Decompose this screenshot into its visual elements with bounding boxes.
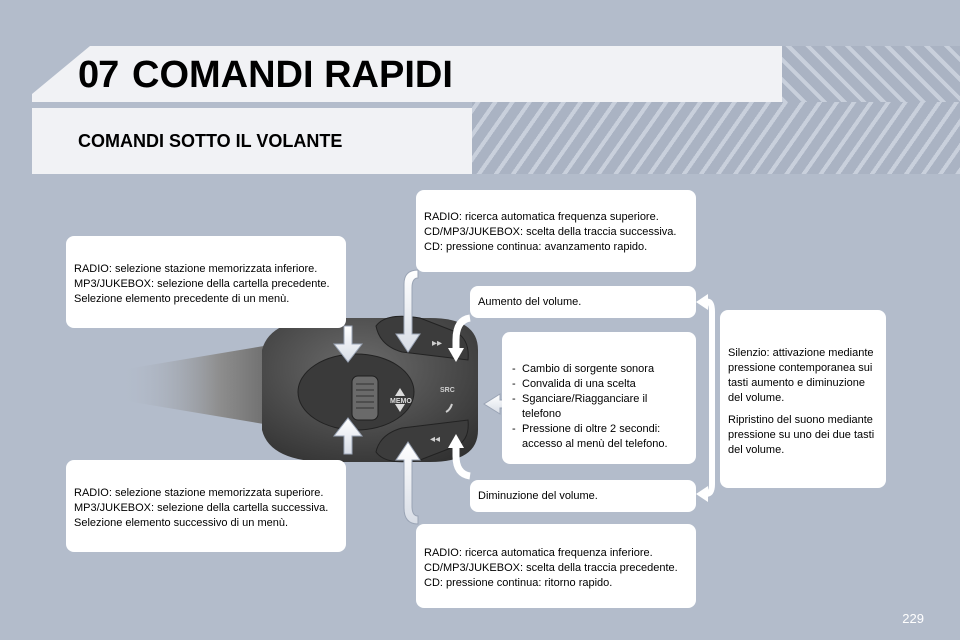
list-item: - Pressione di oltre 2 secondi: accesso al menù del telefono. bbox=[510, 422, 688, 452]
callout-line: RADIO: selezione stazione memorizzata inferiore. bbox=[74, 263, 318, 275]
callout-volume-up bbox=[470, 286, 696, 318]
callout-line: CD/MP3/JUKEBOX: scelta della traccia successiva. bbox=[424, 226, 677, 238]
list-item: - Convalida di una scelta bbox=[510, 377, 688, 392]
callout-next bbox=[66, 460, 346, 552]
callout-line: Ripristino del suono mediante pressione su uno dei due tasti del volume. bbox=[728, 414, 875, 456]
list-item: - Sganciare/Riagganciare il telefono bbox=[510, 392, 688, 422]
callout-line: CD/MP3/JUKEBOX: scelta della traccia precedente. bbox=[424, 562, 678, 574]
callout-line: RADIO: selezione stazione memorizzata superiore. bbox=[74, 487, 324, 499]
section-title: COMANDI SOTTO IL VOLANTE bbox=[78, 131, 343, 151]
callout-volume-down bbox=[470, 480, 696, 512]
list-item: - Cambio di sorgente sonora bbox=[510, 362, 688, 377]
arrow-double-icon bbox=[706, 302, 712, 494]
callout-line: RADIO: ricerca automatica frequenza inferiore. bbox=[424, 547, 653, 559]
callout-line: Silenzio: attivazione mediante pressione contemporanea sui tasti aumento e diminuzione del volume. bbox=[728, 347, 874, 404]
callout-line: CD: pressione continua: avanzamento rapido. bbox=[424, 241, 648, 253]
fast-forward-icon: ▸▸ bbox=[432, 338, 443, 349]
callout-source bbox=[502, 332, 696, 464]
arrow-left-icon bbox=[696, 294, 708, 310]
arrow-left-icon bbox=[696, 486, 708, 502]
thumb-wheel[interactable] bbox=[352, 376, 378, 420]
callout-line: RADIO: ricerca automatica frequenza superiore. bbox=[424, 211, 659, 223]
memo-label: MEMO bbox=[390, 398, 412, 405]
src-label: SRC bbox=[440, 387, 455, 394]
callout-line: Selezione elemento precedente di un menù. bbox=[74, 293, 290, 305]
callout-line: MP3/JUKEBOX: selezione della cartella precedente. bbox=[74, 278, 330, 290]
chapter-title: COMANDI RAPIDI bbox=[132, 54, 453, 96]
callout-silence bbox=[720, 310, 886, 488]
callout-line: MP3/JUKEBOX: selezione della cartella successiva. bbox=[74, 502, 329, 514]
callout-line: CD: pressione continua: ritorno rapido. bbox=[424, 577, 613, 589]
callout-line: Selezione elemento successivo di un menù. bbox=[74, 517, 289, 529]
arrow-up-icon bbox=[396, 442, 420, 524]
callout-radio-down bbox=[416, 524, 696, 608]
page-number: 229 bbox=[902, 611, 924, 626]
callout-line: Diminuzione del volume. bbox=[478, 490, 598, 502]
callout-radio-up bbox=[416, 190, 696, 272]
arrow-down-icon bbox=[396, 270, 420, 352]
chapter-number: 07 bbox=[78, 54, 119, 96]
rewind-icon: ◂◂ bbox=[430, 434, 441, 445]
callout-line: Aumento del volume. bbox=[478, 296, 582, 308]
callout-previous bbox=[66, 236, 346, 328]
